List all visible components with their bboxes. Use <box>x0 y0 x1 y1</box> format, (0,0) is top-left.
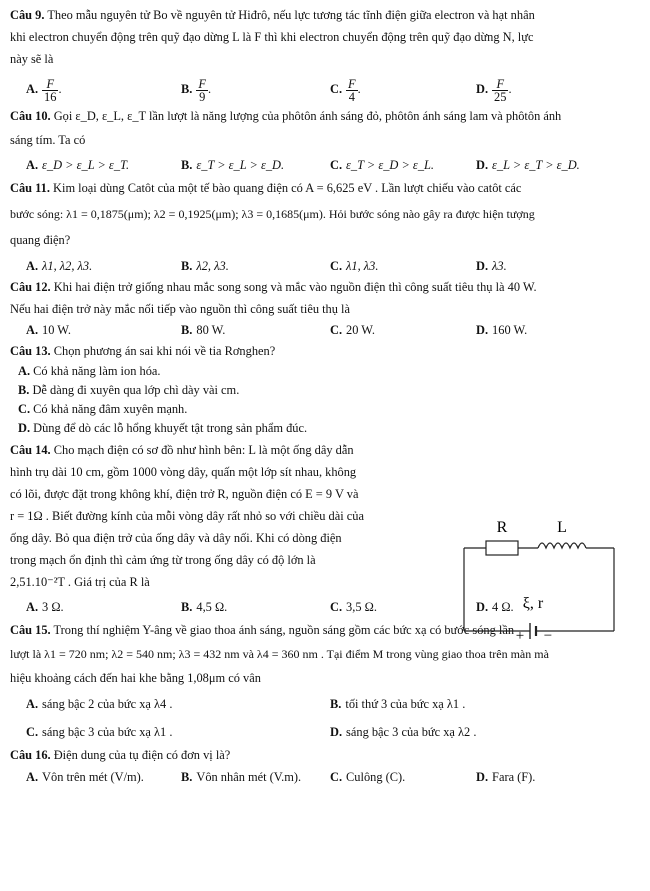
option-c[interactable]: C. $\frac{F}{4}$ . <box>330 76 361 104</box>
question-text: có lõi, được đặt trong không khí, điện trở R, nguồn điện có E = 9 V và <box>10 487 359 501</box>
option-a[interactable]: A. ε_D > ε_L > ε_T. <box>26 158 130 172</box>
option-c[interactable]: C. sáng bậc 3 của bức xạ λ1 . <box>26 725 173 739</box>
question-text: Chọn phương án sai khi nói về tia Rơnghen? <box>53 344 276 358</box>
option-b[interactable]: B. Vôn nhân mét (V.m). <box>181 770 302 784</box>
option-a[interactable]: A. 10 W. <box>26 323 71 337</box>
question-label: Câu 16. <box>10 748 51 762</box>
answer-options <box>18 318 642 342</box>
option-d[interactable]: D. 160 W. <box>476 323 528 337</box>
question-text: Theo mẫu nguyên tử Bo về nguyên tử Hiđrô, nếu lực tương tác tĩnh điện giữa electron và hạt nhân <box>47 8 535 22</box>
option-d[interactable]: D. Dùng để dò các lỗ hổng khuyết tật trong sản phẩm đúc. <box>18 421 308 435</box>
option-a[interactable]: A. sáng bậc 2 của bức xạ λ4 . <box>26 697 173 711</box>
question-text: hiệu khoảng cách đến hai khe bằng 1,08μm có vân <box>10 671 261 685</box>
answer-options-row-2 <box>18 721 642 743</box>
question-text: Nếu hai điện trở này mắc nối tiếp vào nguồn thì công suất tiêu thụ là <box>10 302 350 316</box>
resistor-symbol <box>486 541 518 555</box>
option-d[interactable]: D. λ3. <box>476 259 507 273</box>
question-11 <box>10 181 642 278</box>
question-10 <box>10 109 642 177</box>
option-a[interactable]: A. λ1, λ2, λ3. <box>26 259 93 273</box>
option-a[interactable]: A. Có khả năng làm ion hóa. <box>18 364 161 378</box>
option-d[interactable]: D. ε_L > ε_T > ε_D. <box>476 158 580 172</box>
resistor-label: R <box>496 519 508 536</box>
option-b[interactable]: B. tối thứ 3 của bức xạ λ1 . <box>330 697 466 711</box>
minus-sign: − <box>543 628 553 644</box>
question-text: khi electron chuyển động trên quỹ đạo dừng L là F thì khi electron chuyển động trên quỹ đạo dừng N, lực <box>10 30 534 44</box>
option-b[interactable]: B. λ2, λ3. <box>181 259 229 273</box>
exam-page <box>10 6 642 789</box>
question-label: Câu 11. <box>10 181 50 195</box>
question-label: Câu 15. <box>10 623 51 637</box>
option-c[interactable]: C. 3,5 Ω. <box>330 600 377 614</box>
option-c[interactable]: C. λ1, λ3. <box>330 259 379 273</box>
option-d[interactable]: D. sáng bậc 3 của bức xạ λ2 . <box>330 725 477 739</box>
option-d[interactable]: D. Fara (F). <box>476 770 536 784</box>
option-c[interactable]: C. ε_T > ε_D > ε_L. <box>330 158 434 172</box>
question-text: trong mạch ổn định thì cảm ứng từ trong ống dây có độ lớn là <box>10 553 316 567</box>
option-b[interactable]: B. Dễ dàng đi xuyên qua lớp chì dày vài cm. <box>18 383 240 397</box>
question-label: Câu 9. <box>10 8 45 22</box>
source-label: ξ, r <box>522 595 544 612</box>
question-text: hình trụ dài 10 cm, gồm 1000 vòng dây, quấn một lớp sít nhau, không <box>10 465 357 479</box>
inductor-coil <box>538 543 586 548</box>
question-text: Điện dung của tụ điện có đơn vị là? <box>53 748 231 762</box>
plus-sign: + <box>515 628 525 644</box>
question-label: Câu 10. <box>10 109 51 123</box>
question-text: Kim loại dùng Catôt của một tế bào quang điện có A = 6,625 eV . Lần lượt chiếu vào catôt các <box>53 181 522 195</box>
option-a[interactable]: A. 3 Ω. <box>26 600 64 614</box>
option-d[interactable]: D. 4 Ω. <box>476 600 514 614</box>
question-text: 2,51.10⁻²T . Giá trị của R là <box>10 575 150 589</box>
question-text: sáng tím. Ta có <box>10 133 86 147</box>
question-label: Câu 14. <box>10 443 51 457</box>
option-c[interactable]: C. 20 W. <box>330 323 375 337</box>
answer-options <box>18 153 642 177</box>
option-c[interactable]: C. Có khả năng đâm xuyên mạnh. <box>18 402 188 416</box>
option-b[interactable]: B. 4,5 Ω. <box>181 600 228 614</box>
question-12 <box>10 280 642 342</box>
option-c[interactable]: C. Culông (C). <box>330 770 406 784</box>
question-text: Cho mạch điện có sơ đồ như hình bên: L là một ống dây dẫn <box>53 443 354 457</box>
question-text: quang điện? <box>10 233 71 247</box>
option-b[interactable]: B. ε_T > ε_L > ε_D. <box>181 158 285 172</box>
option-a[interactable]: A. Vôn trên mét (V/m). <box>26 770 144 784</box>
question-text: này sẽ là <box>10 52 54 66</box>
question-16 <box>10 748 642 789</box>
question-text: Gọi ε_D, ε_L, ε_T lần lượt là năng lượng của phôtôn ánh sáng đỏ, phôtôn ánh sáng lam và phôtôn ánh <box>53 109 562 123</box>
question-label: Câu 13. <box>10 344 51 358</box>
inductor-label: L <box>557 519 567 536</box>
question-text: Trong thí nghiệm Y-âng về giao thoa ánh sáng, nguồn sáng gồm các bức xạ có bước sóng lần <box>53 623 515 637</box>
answer-options-row-1 <box>18 693 642 715</box>
option-a[interactable]: A. $\frac{F}{16}$ . <box>26 76 62 104</box>
circuit-diagram <box>434 510 634 650</box>
question-13 <box>10 344 642 438</box>
answer-options <box>18 254 642 278</box>
question-text: Khi hai điện trở giống nhau mắc song song và mắc vào nguồn điện thì công suất tiêu thụ là 40 W. <box>53 280 537 294</box>
question-label: Câu 12. <box>10 280 51 294</box>
question-text: lượt là λ1 = 720 nm; λ2 = 540 nm; λ3 = 432 nm và λ4 = 360 nm . Tại điểm M trong vùng giao thoa trên màn mà <box>10 647 549 661</box>
option-b[interactable]: B. 80 W. <box>181 323 226 337</box>
question-text: bước sóng: λ1 = 0,1875(μm); λ2 = 0,1925(μm); λ3 = 0,1685(μm). Hỏi bước sóng nào gây ra được hiện tượng <box>10 207 535 221</box>
option-d[interactable]: D. $\frac{F}{25}$ . <box>476 76 512 104</box>
answer-options <box>18 73 642 105</box>
option-b[interactable]: B. $\frac{F}{9}$ . <box>181 76 212 104</box>
question-text: ống dây. Bỏ qua điện trở của ống dây và dây nối. Khi có dòng điện <box>10 531 342 545</box>
question-9 <box>10 8 642 105</box>
question-text-block <box>10 439 420 593</box>
answer-options <box>18 765 642 789</box>
question-text: r = 1Ω . Biết đường kính của mỗi vòng dây rất nhỏ so với chiều dài của <box>10 509 364 523</box>
